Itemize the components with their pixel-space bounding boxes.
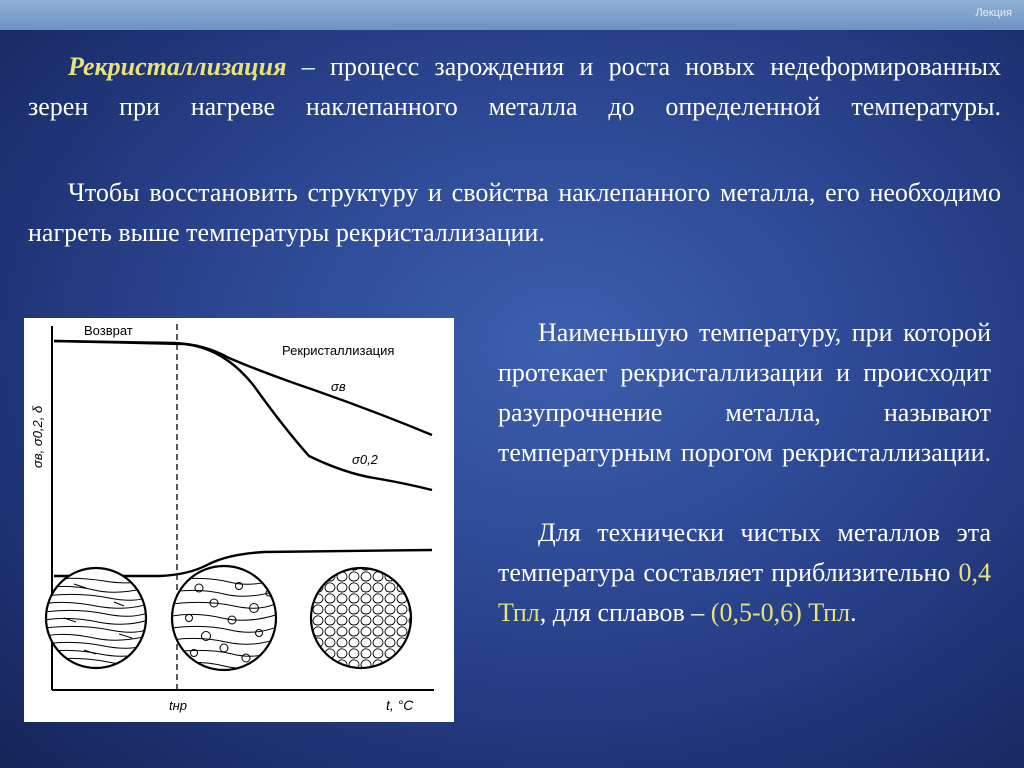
highlight-pure-metals: 0,4 Тпл — [498, 558, 991, 627]
restore-text: Чтобы восстановить структуру и свойства наклепанного металла, его необходимо нагреть выше температуры рекристаллизации. — [28, 178, 1001, 247]
label-sigma-b: σв — [331, 379, 346, 394]
recrystallization-figure — [24, 318, 454, 722]
microstructure-recrystallized — [311, 568, 411, 668]
period: . — [850, 598, 857, 627]
microstructure-partial — [172, 566, 279, 670]
pure-metals-text: Для технически чистых металлов эта температура составляет приблизительно — [498, 518, 991, 587]
x-marker-label: tнр — [169, 698, 187, 713]
threshold-paragraph — [498, 313, 991, 513]
alloys-text: , для сплавов – — [539, 598, 711, 627]
restore-paragraph — [28, 173, 1001, 253]
label-return: Возврат — [84, 323, 133, 338]
highlight-alloys: (0,5-0,6) Тпл — [710, 598, 851, 627]
y-axis-label: σв, σ0,2, δ — [30, 405, 45, 468]
label-recrystallization: Рекристаллизация — [282, 343, 395, 358]
x-axis-label: t, °C — [386, 697, 414, 713]
lecture-tag: Лекция — [975, 7, 1012, 19]
definition-text: – процесс зарождения и роста новых недеформированных зерен при нагреве наклепанного металла до определенной температуры. — [28, 52, 1001, 121]
right-text-block — [498, 313, 991, 633]
definition-term: Рекристаллизация — [68, 52, 287, 81]
microstructure-deformed — [44, 568, 154, 668]
top-bar — [0, 0, 1024, 30]
definition-paragraph — [28, 47, 1001, 167]
pure-metals-paragraph — [498, 513, 991, 633]
threshold-text: Наименьшую температуру, при которой протекает рекристаллизации и происходит разупрочнение металла, называют температурным порогом рекристаллизации. — [498, 318, 991, 467]
label-sigma-02: σ0,2 — [352, 452, 378, 467]
